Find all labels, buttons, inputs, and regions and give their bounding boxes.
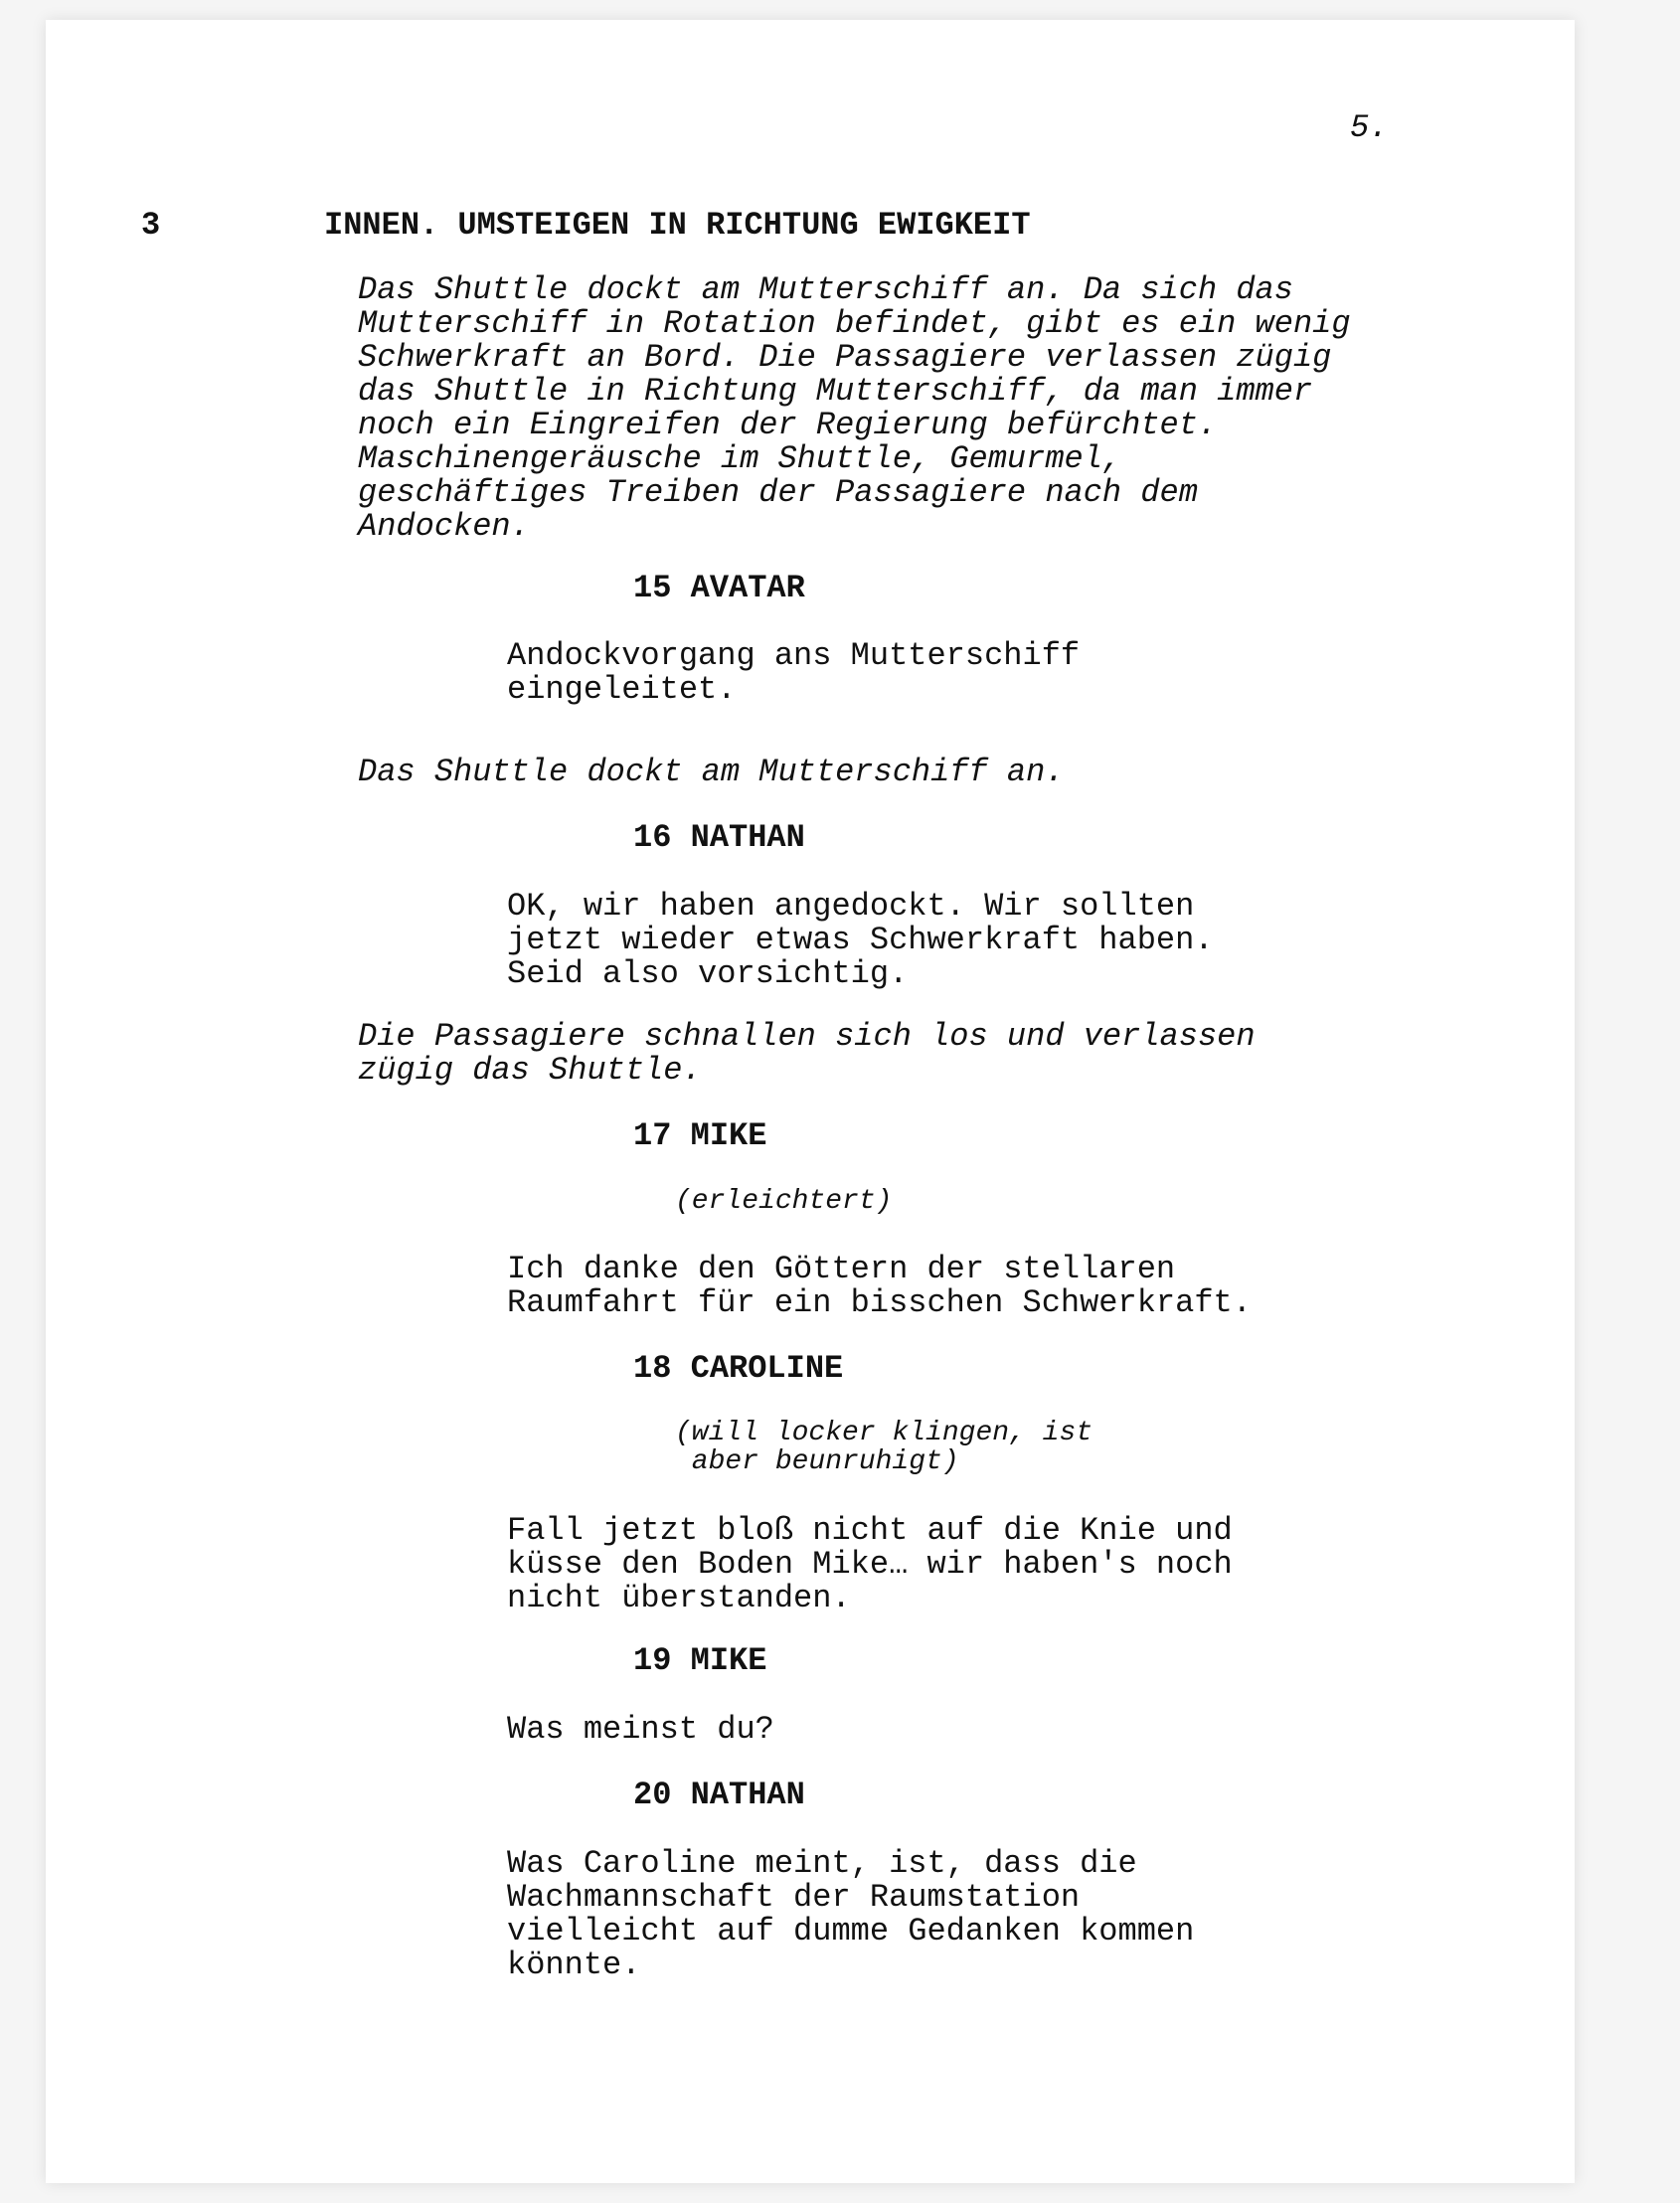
dialogue: Was Caroline meint, ist, dass die Wachmannschaft der Raumstation vielleicht auf dumme Gedanken kommen könnte.: [507, 1845, 1195, 1983]
action-block: Das Shuttle dockt am Mutterschiff an.: [358, 754, 1065, 790]
character-name: 20 NATHAN: [633, 1777, 805, 1813]
action-block: Das Shuttle dockt am Mutterschiff an. Da sich das Mutterschiff in Rotation befindet, gibt es ein wenig Schwerkraft an Bord. Die Passagiere verlassen zügig das Shuttle in Richtung Mutterschiff, da man immer noch ein Eingreifen der Regierung befürchtet. Maschinengeräusche im Shuttle, Gemurmel, geschäftiges Treiben der Passagiere nach dem Andocken.: [358, 271, 1351, 545]
action-block: Die Passagiere schnallen sich los und verlassen zügig das Shuttle.: [358, 1018, 1256, 1089]
parenthetical: (erleichtert): [675, 1186, 893, 1217]
page-number: 5.: [1350, 109, 1389, 146]
script-page: [46, 20, 1575, 2183]
dialogue: Fall jetzt bloß nicht auf die Knie und küsse den Boden Mike… wir haben's noch nicht überstanden.: [507, 1512, 1233, 1616]
parenthetical: (will locker klingen, ist aber beunruhigt): [675, 1418, 1093, 1477]
dialogue: Andockvorgang ans Mutterschiff eingeleitet.: [507, 637, 1081, 708]
scene-number: 3: [141, 207, 161, 244]
character-name: 17 MIKE: [633, 1117, 767, 1154]
dialogue: Was meinst du?: [507, 1711, 774, 1748]
character-name: 18 CAROLINE: [633, 1350, 844, 1387]
character-name: 15 AVATAR: [633, 570, 805, 606]
character-name: 19 MIKE: [633, 1642, 767, 1679]
dialogue: Ich danke den Göttern der stellaren Raumfahrt für ein bisschen Schwerkraft.: [507, 1251, 1252, 1321]
scene-heading: INNEN. UMSTEIGEN IN RICHTUNG EWIGKEIT: [324, 207, 1031, 244]
character-name: 16 NATHAN: [633, 819, 805, 856]
dialogue: OK, wir haben angedockt. Wir sollten jetzt wieder etwas Schwerkraft haben. Seid also vorsichtig.: [507, 888, 1214, 992]
